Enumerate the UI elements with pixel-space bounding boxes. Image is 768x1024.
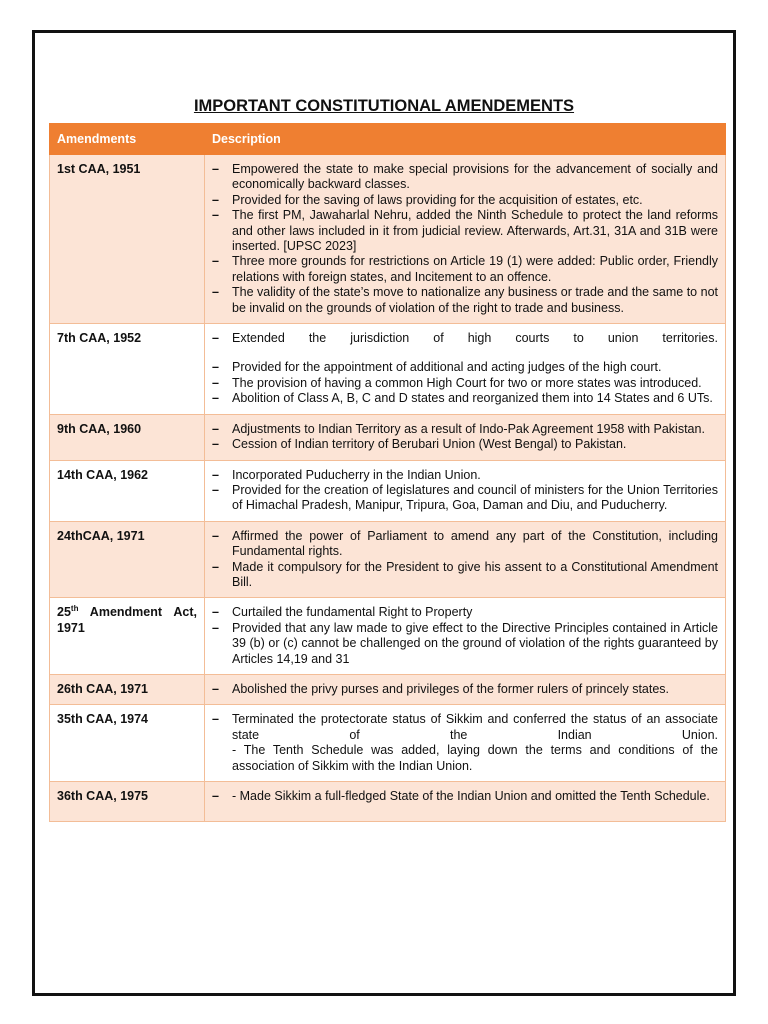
amendment-description (205, 674, 726, 705)
amendment-name: 36th CAA, 1975 (50, 782, 205, 821)
dash-bullet: – (212, 437, 219, 452)
amendment-description (205, 155, 726, 324)
amendment-description (205, 598, 726, 675)
list-item: – Affirmed the power of Parliament to amend any part of the Constitution, including Fundamental rights. (212, 528, 718, 559)
page-border (32, 30, 736, 996)
list-item: – Empowered the state to make special provisions for the advancement of socially and economically backward classes. (212, 162, 718, 192)
table-row (50, 598, 726, 675)
list-item: – The provision of having a common High Court for two or more states was introduced. (212, 375, 702, 390)
amendment-description (205, 705, 726, 782)
dash-bullet: – (212, 681, 219, 696)
list-item: – Provided that any law made to give effect to the Directive Principles contained in Article 39 (b) or (c) cannot be challenged on the ground of violation of the rights guaranteed by Articles 14,19 and 31 (212, 620, 718, 666)
list-item: – Cession of Indian territory of Berubari Union (West Bengal) to Pakistan. (212, 437, 627, 452)
dash-bullet: – (212, 254, 219, 269)
dash-bullet: – (212, 421, 219, 436)
list-item: – Adjustments to Indian Territory as a result of Indo-Pak Agreement 1958 with Pakistan. (212, 421, 705, 436)
table-row (50, 674, 726, 705)
table-row (50, 155, 726, 324)
list-item: – Abolished the privy purses and privileges of the former rulers of princely states. (212, 681, 670, 696)
list-item: – Provided for the creation of legislatures and council of ministers for the Union Territories of Himachal Pradesh, Manipur, Tripura, Goa, Daman and Diu, and Puducherry. (212, 482, 718, 513)
list-item: – Provided for the appointment of additional and acting judges of the high court. (212, 360, 662, 375)
dash-bullet: – (212, 605, 219, 620)
amendment-name: 9th CAA, 1960 (50, 414, 205, 460)
table-row (50, 705, 726, 782)
table-header-row (50, 124, 726, 155)
list-item: – - Made Sikkim a full-fledged State of the Indian Union and omitted the Tenth Schedule. (212, 789, 710, 804)
table-row (50, 460, 726, 521)
dash-bullet: – (212, 360, 219, 375)
list-item: – Made it compulsory for the President to give his assent to a Constitutional Amendment Bill. (212, 559, 718, 589)
list-item: - The Tenth Schedule was added, laying down the terms and conditions of the association of Sikkim with the Indian Union. (232, 743, 718, 773)
table-row (50, 324, 726, 415)
amendment-description (205, 324, 726, 415)
column-header-description: Description (205, 124, 726, 155)
amendments-table (49, 123, 726, 822)
table-row (50, 414, 726, 460)
list-item: – Provided for the saving of laws providing for the acquisition of estates, etc. (212, 192, 643, 207)
list-item: – Incorporated Puducherry in the Indian Union. (212, 467, 481, 482)
dash-bullet: – (212, 712, 219, 727)
list-item: – Abolition of Class A, B, C and D states and reorganized them into 14 States and 6 UTs. (212, 391, 713, 406)
dash-bullet: – (212, 482, 219, 497)
dash-bullet: – (212, 162, 219, 176)
dash-bullet: – (212, 208, 219, 223)
dash-bullet: – (212, 620, 219, 635)
amendment-name: 1st CAA, 1951 (50, 155, 205, 324)
amendment-description (205, 414, 726, 460)
list-item: – Terminated the protectorate status of Sikkim and conferred the status of an associate state of the Indian Union. (212, 712, 718, 742)
amendment-name: 35th CAA, 1974 (50, 705, 205, 782)
amendment-description (205, 782, 726, 821)
dash-bullet: – (212, 467, 219, 482)
amendment-name: 24thCAA, 1971 (50, 521, 205, 598)
page-title: IMPORTANT CONSTITUTIONAL AMENDEMENTS (193, 97, 575, 115)
table-row (50, 521, 726, 598)
dash-bullet: – (212, 375, 219, 390)
amendment-name: 14th CAA, 1962 (50, 460, 205, 521)
dash-bullet: – (212, 285, 219, 300)
amendment-name: 26th CAA, 1971 (50, 674, 205, 705)
list-item: – The validity of the state’s move to nationalize any business or trade and the same to not be invalid on the grounds of violation of the right to trade and business. (212, 285, 718, 315)
dash-bullet: – (212, 391, 219, 406)
amendment-name: 25th Amendment Act, 1971 (50, 598, 205, 675)
amendment-name: 7th CAA, 1952 (50, 324, 205, 415)
dash-bullet: – (212, 331, 219, 346)
amendment-description (205, 521, 726, 598)
column-header-amendments: Amendments (50, 124, 205, 155)
dash-bullet: – (212, 528, 219, 543)
table-row (50, 782, 726, 821)
dash-bullet: – (212, 789, 219, 804)
dash-bullet: – (212, 192, 219, 207)
list-item: – Extended the jurisdiction of high courts to union territories. (212, 331, 718, 346)
amendment-description (205, 460, 726, 521)
list-item: – Three more grounds for restrictions on Article 19 (1) were added: Public order, Friendly relations with foreign states, and Incitement to an offence. (212, 254, 718, 284)
list-item: – Curtailed the fundamental Right to Property (212, 605, 473, 620)
list-item: – The first PM, Jawaharlal Nehru, added the Ninth Schedule to protect the land reforms and other laws included in it from judicial review. Afterwards, Art.31, 31A and 31B were inserted. [UPSC 2023] (212, 208, 718, 254)
dash-bullet: – (212, 559, 219, 574)
